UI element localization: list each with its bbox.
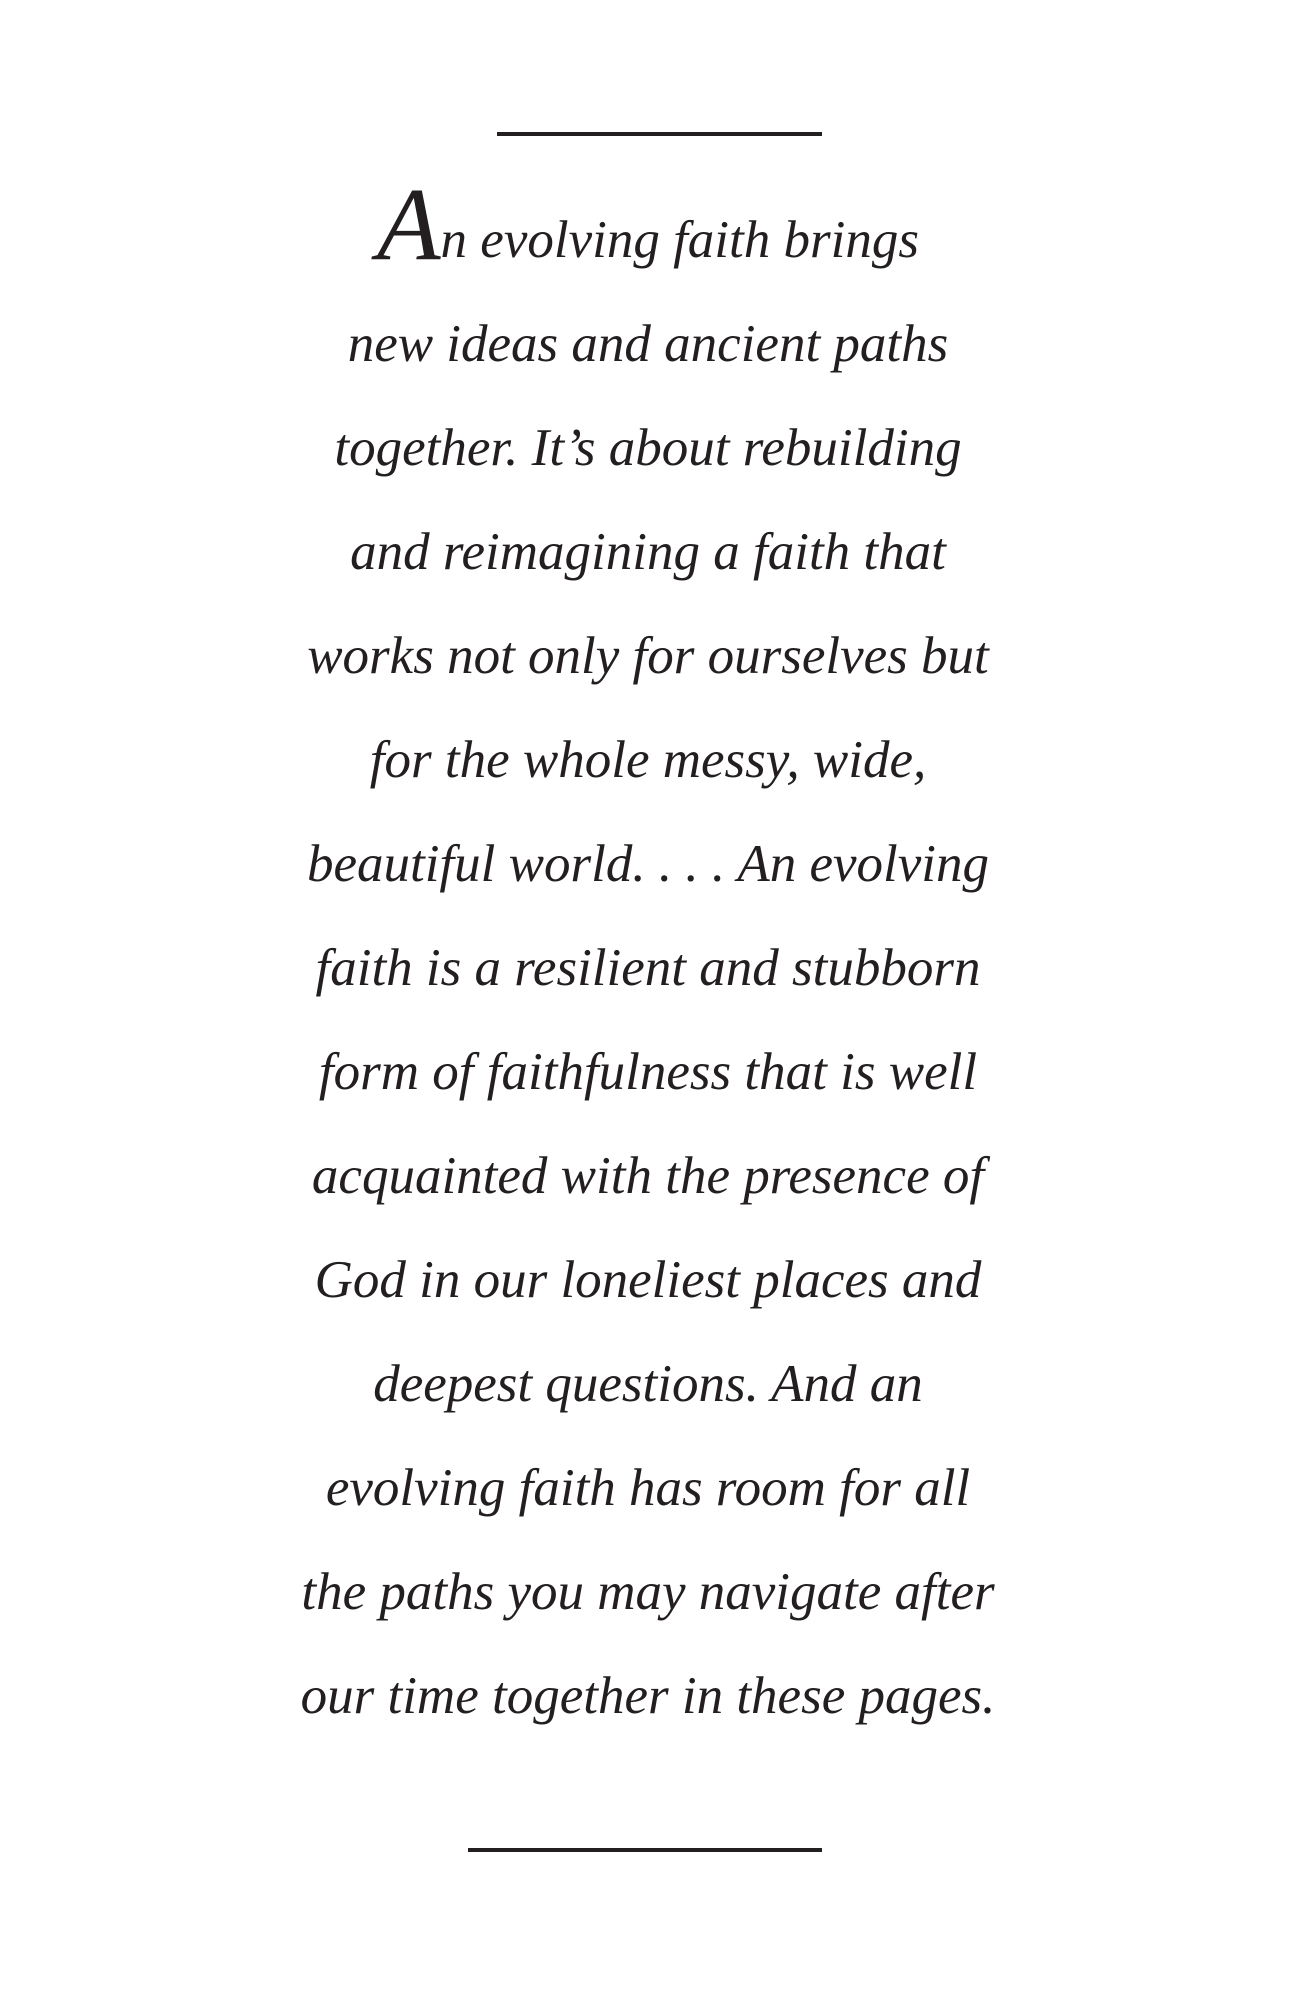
quote-line: deepest questions. And an: [373, 1355, 923, 1413]
quote-line: evolving faith has room for all: [325, 1459, 971, 1517]
quote-line: [148, 167, 1148, 292]
quote-line: the paths you may navigate after: [301, 1563, 995, 1621]
quote-line: beautiful world. . . . An evolving: [306, 835, 990, 893]
quote-line: God in our loneliest places and: [314, 1251, 982, 1309]
quote-line: our time together in these pages.: [300, 1667, 996, 1725]
quote-line: for the whole messy, wide,: [369, 731, 927, 789]
quote-line: faith is a resilient and stubborn: [315, 939, 981, 997]
quote-line: together. It’s about rebuilding: [334, 419, 962, 477]
quote-line-text: n evolving faith brings: [440, 211, 919, 269]
bottom-divider: [468, 1848, 822, 1852]
pull-quote: [148, 167, 1148, 1748]
quote-line: works not only for ourselves but: [307, 627, 989, 685]
quote-line: acquainted with the presence of: [311, 1147, 985, 1205]
top-divider: [497, 132, 822, 136]
quote-line: new ideas and ancient paths: [347, 315, 949, 373]
quote-line: and reimagining a faith that: [350, 523, 946, 581]
quote-line: form of faithfulness that is well: [318, 1043, 978, 1101]
drop-cap: A: [377, 167, 441, 282]
